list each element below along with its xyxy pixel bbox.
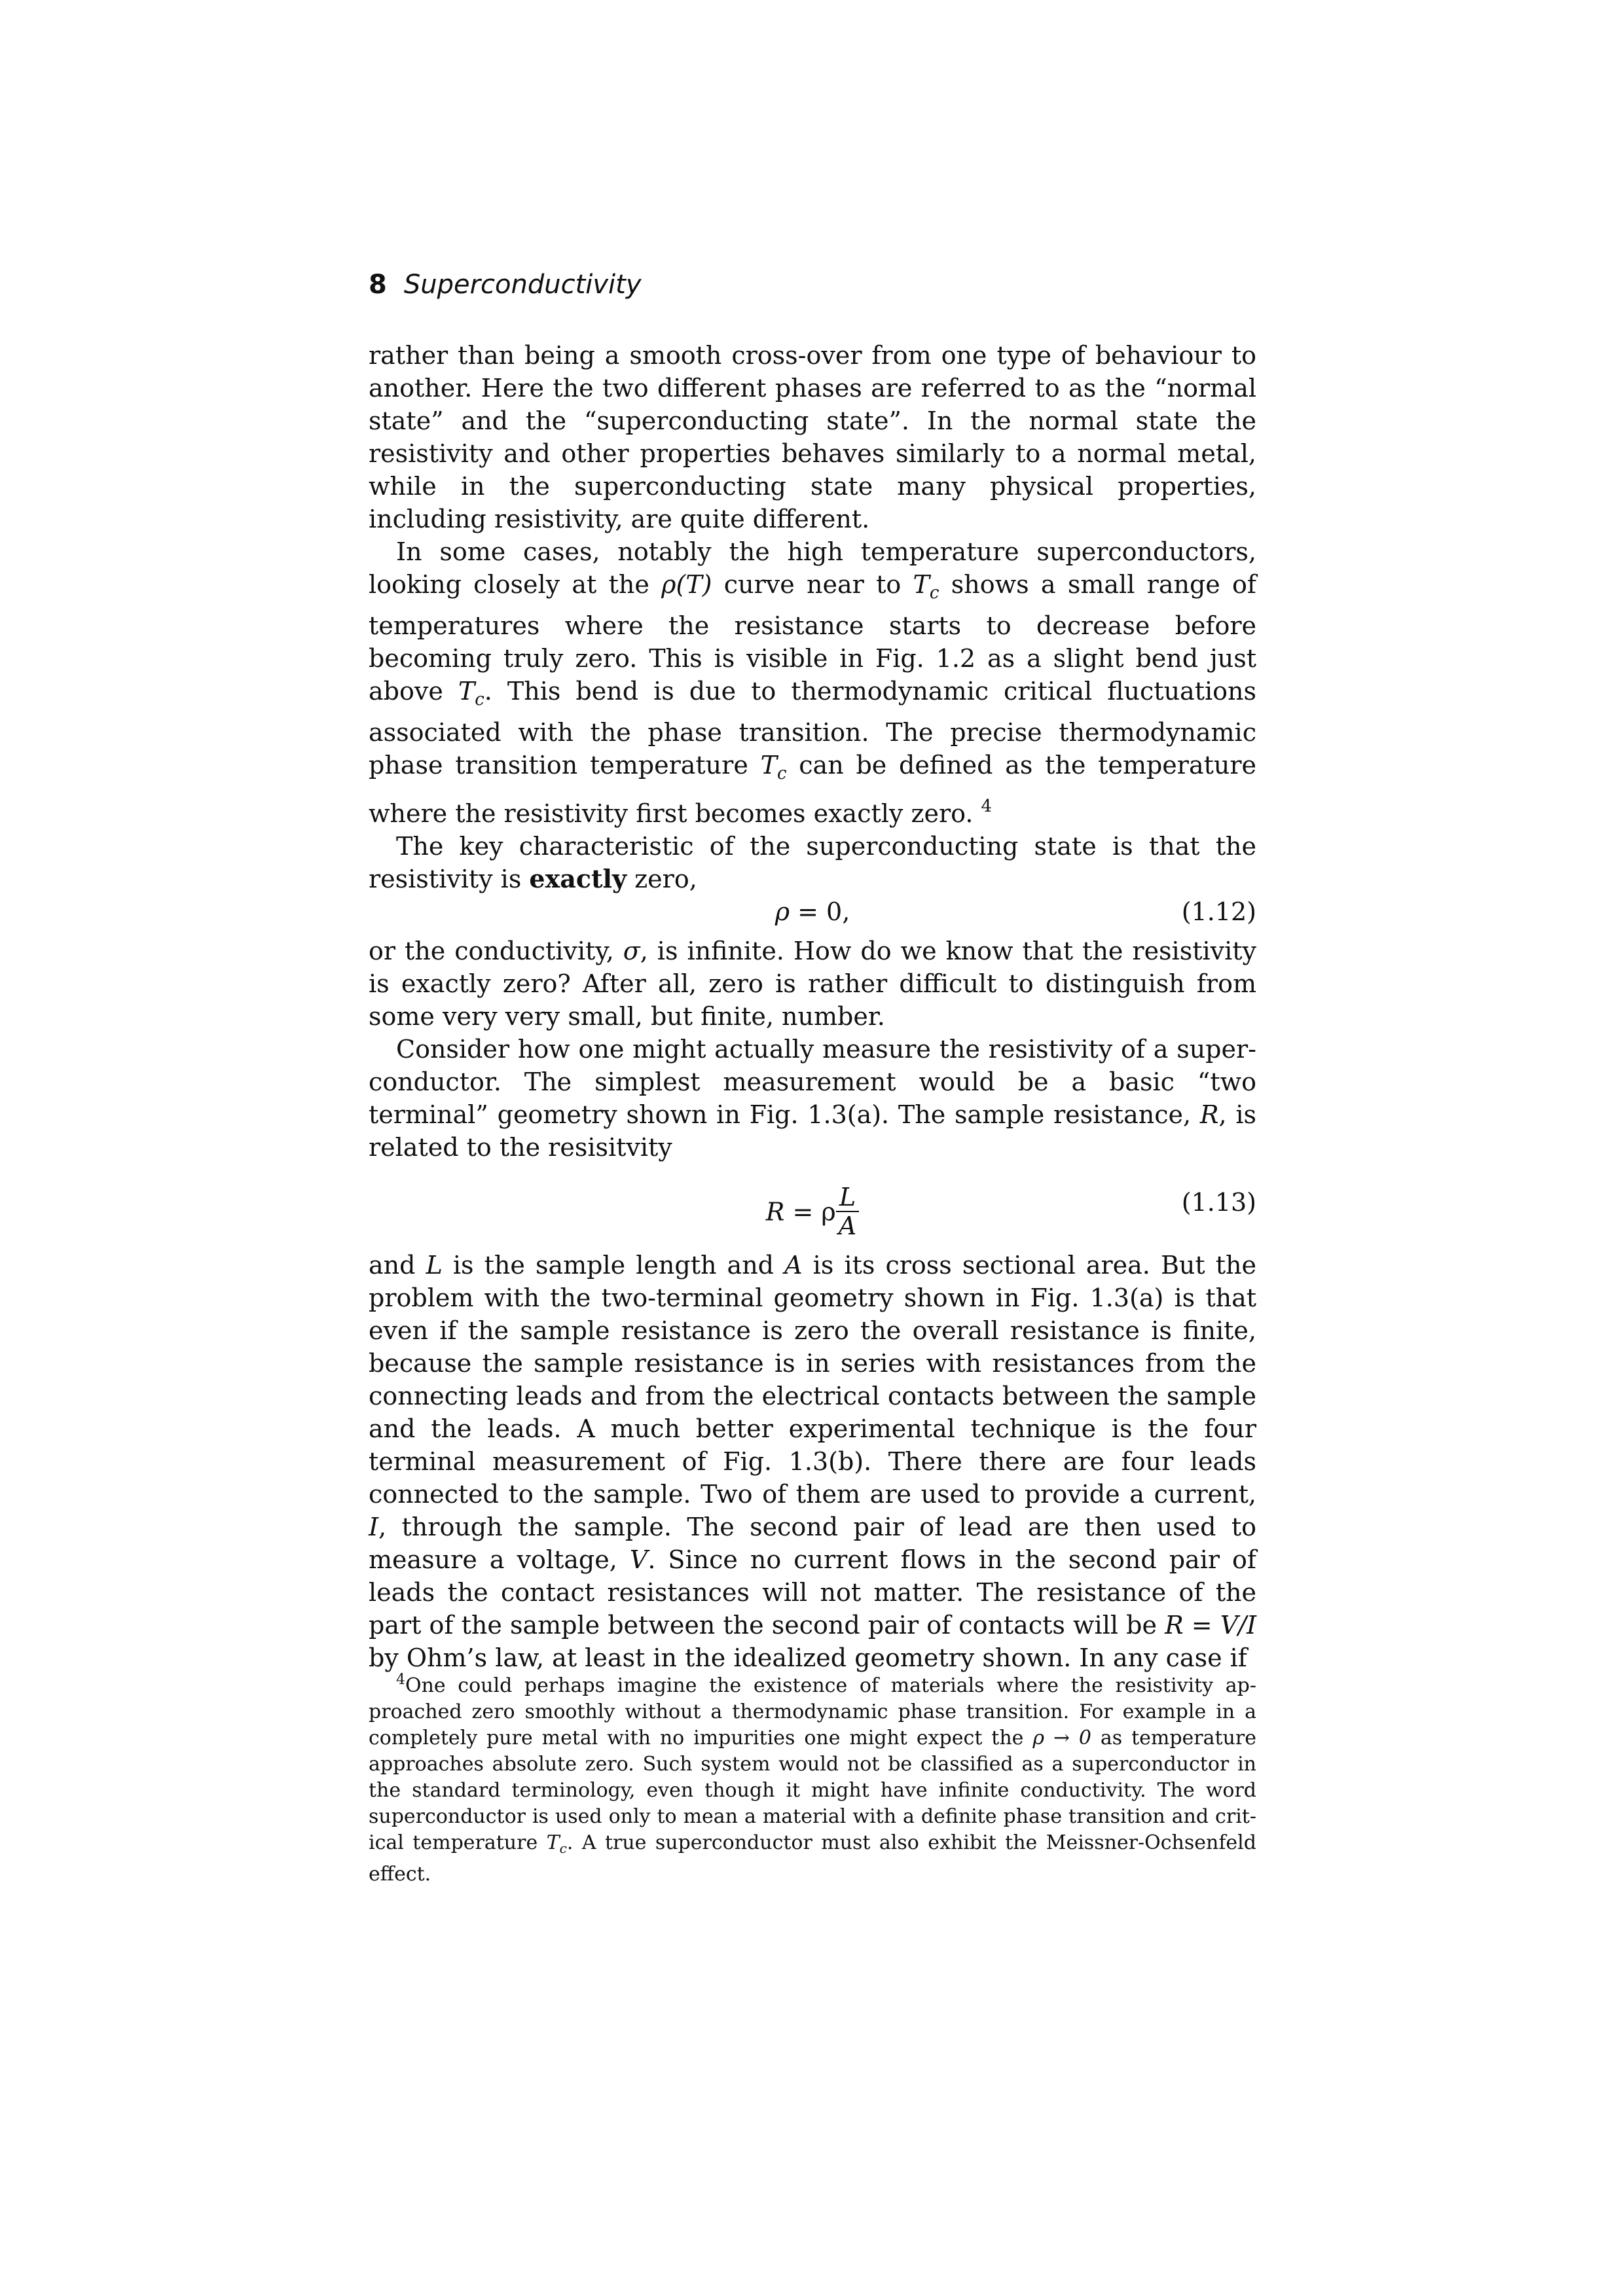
p6-V: V [629,1545,648,1574]
equation-1-12 [369,895,1256,935]
page-number: 8 [369,270,387,300]
footnote-text-a: One could perhaps imagine the existence of materials where the resistivity approached zero smoothly without a thermodynamic phase transition. For example in a completely pure metal with no impurities one might expect the [369,1674,1256,1749]
p6-text-f: by Ohm’s law, at least in the idealized geometry shown. In any case if [369,1643,1247,1672]
p6-text-d: , through the sample. The second pair of lead are then used to measure a voltage, [369,1513,1256,1574]
equation-1-13 [369,1164,1256,1249]
footnote-rho-limit: ρ → 0 [1032,1727,1091,1749]
equation-1-12-number: (1.12) [1181,897,1256,926]
p6-text-c: is its cross sectional area. But the problem with the two-terminal geometry shown in Fig. 1.3(a) is that even if the sample resistance is zero the overall resistance is finite, because the sample resistance is in series with resistances from the connecting leads and from the electrical contacts between the sample and the leads. A much better experimental technique is the four terminal measurement of Fig. 1.3(b). There there are four leads connected to the sample. Two of them are used to provide a current, [369,1251,1256,1509]
footnote-mark: 4 [396,1672,405,1688]
p6-text-e: . Since no current flows in the second pair of leads the contact resistances will not matter. The resistance of the part of the sample between the second pair of contacts will be [369,1545,1256,1640]
footnote-text-b: as temperature approaches absolute zero. Such system would not be classified as a superconductor in the standard terminology, even though it might have infinite conductivity. The word superconductor is used only to mean a material with a definite phase transition and critical temperature [369,1727,1256,1854]
p2-Tc-2-T: T [458,677,475,706]
paragraph-4 [369,935,1256,1033]
p4-sigma: σ [623,937,640,965]
eq113-denominator: A [838,1211,857,1240]
eq112-rhs: = 0, [790,897,850,926]
p2-T: (T) [676,570,712,599]
equation-1-13-math [369,1183,1256,1242]
p4-text-b: , is infinite. How do we know that the resistivity is exactly zero? After all, zero is rather difficult to distinguish from some very very small, but finite, number. [369,937,1256,1031]
paragraph-3 [369,830,1256,895]
p5-text-a: Consider how one might actually measure the resistivity of a superconductor. The simplest measurement would be a basic “two terminal” geometry shown in Fig. 1.3(a). The sample resistance, [369,1035,1256,1129]
footnote-4 [369,1667,1256,1888]
paragraph-2 [369,535,1256,830]
paragraph-5 [369,1033,1256,1164]
footnote-text-d: . A true superconductor must also exhibit the Meissner-Ochsenfeld effect. [369,1831,1256,1886]
p6-ohms-law: R = V/I [1165,1611,1257,1640]
p2-text-a: In some cases, notably the high temperature superconductors, looking closely at the [369,537,1256,599]
p2-Tc-3-c: c [776,764,787,783]
paragraph-1-text: rather than being a smooth cross-over from one type of behaviour to another. Here the two different phases are referred to as the “normal state” and the “superconducting state”. In the normal state the resistivity and other properties behaves similarly to a normal metal, while in the superconducting state many physical properties, including resistivity, are quite different. [369,341,1256,533]
p3-text-b: zero, [627,865,697,893]
eq112-lhs: ρ [775,897,790,926]
p5-text-b: , is related to the resisitvity [369,1100,1257,1162]
p5-R: R [1199,1100,1219,1129]
p3-text-a: The key characteristic of the superconducting state is that the resistivity is [369,832,1256,893]
p2-Tc-2-c: c [475,690,484,709]
p6-A: A [784,1251,803,1280]
p2-text-c: shows a small range of temperatures where the resistance starts to decrease before becoming truly zero. This is visible in Fig. 1.2 as a slight bend just above [369,570,1257,706]
paragraph-1 [369,339,1256,535]
p2-Tc-1-T: T [913,570,930,599]
p6-L: L [426,1251,443,1280]
equation-1-12-math [369,895,1256,928]
p2-Tc-1-c: c [929,583,939,603]
p2-rho: ρ [661,570,676,599]
p3-bold-exactly: exactly [529,864,627,893]
eq113-mid: = ρ [784,1197,836,1227]
chapter-title: Superconductivity [403,270,642,300]
eq113-lhs: R [765,1197,785,1227]
p2-text-b: curve near to [712,570,913,599]
p2-text-e: can be defined as the temperature where the resistivity first becomes exactly zero. [369,751,1257,828]
paragraph-6 [369,1249,1256,1674]
body-text [369,339,1256,1674]
eq113-fraction [836,1183,859,1240]
p2-Tc-3-T: T [760,751,777,780]
eq113-numerator: L [836,1183,859,1212]
p2-text-d: . This bend is due to thermodynamic critical fluctuations associated with the phase transition. The precise thermodynamic phase transition temperature [369,677,1256,780]
footnote-ref-4[interactable]: 4 [981,797,993,816]
footnote-Tc-c: c [559,1840,567,1856]
footnote-Tc-T: T [546,1831,560,1854]
p6-text-b: is the sample length and [442,1251,785,1280]
running-head [369,265,1256,304]
p6-I: I [369,1513,379,1541]
equation-1-13-number: (1.13) [1181,1188,1256,1217]
p4-text-a: or the conductivity, [369,937,623,965]
p6-text-a: and [369,1251,426,1280]
